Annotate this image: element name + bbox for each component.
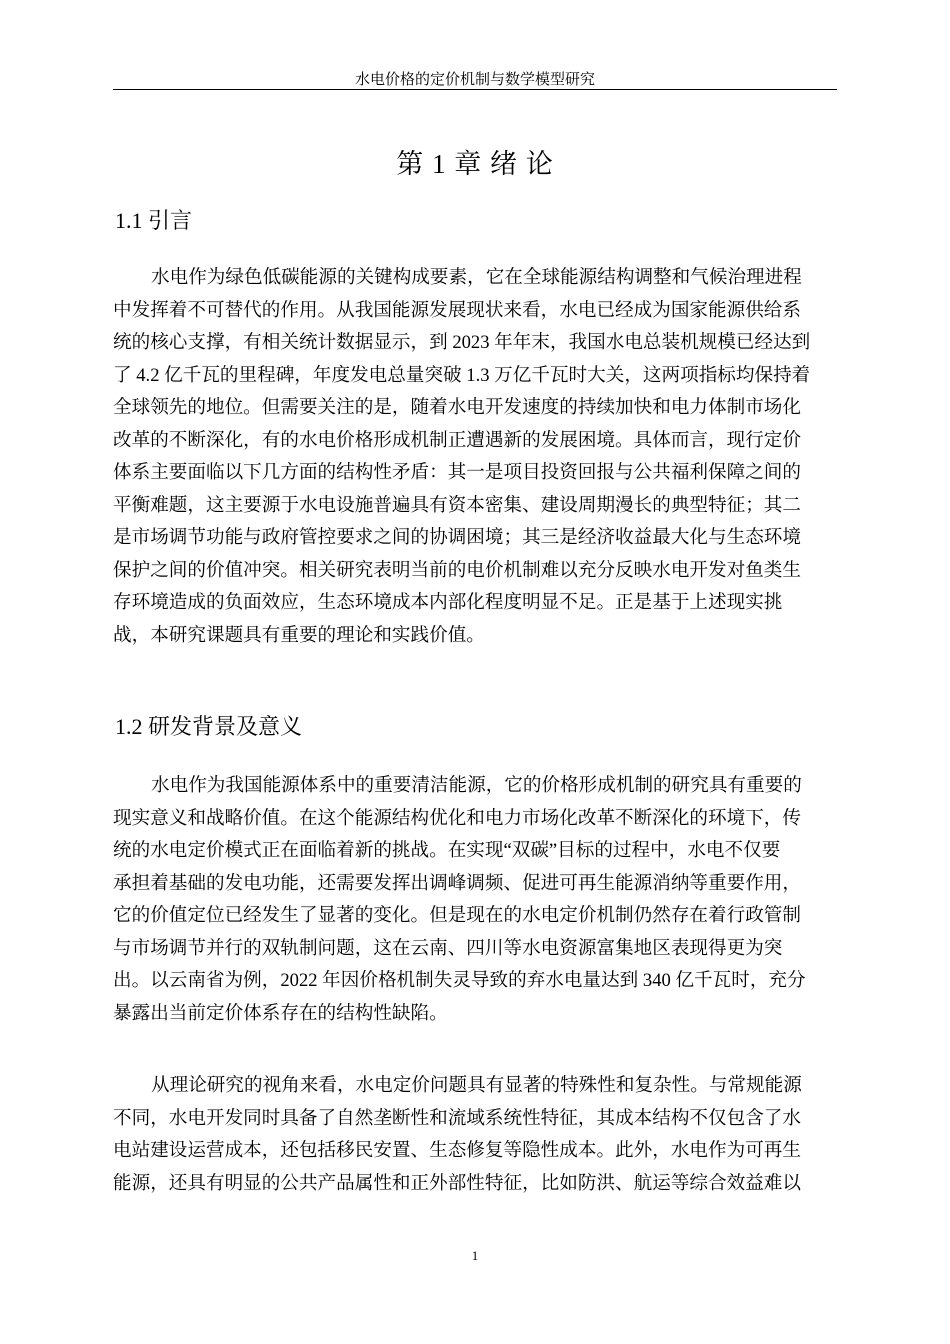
text-line: 战，本研究课题具有重要的理论和实践价值。 (113, 624, 485, 646)
text-line: 了 4.2 亿千瓦的里程碑，年度发电总量突破 1.3 万亿千瓦时大关，这两项指标均保持着 (113, 364, 811, 386)
paragraph (113, 770, 837, 1030)
text-line: 承担着基础的发电功能，还需要发挥出调峰调频、促进可再生能源消纳等重要作用， (113, 872, 801, 894)
text-line: 是市场调节功能与政府管控要求之间的协调困境；其三是经济收益最大化与生态环境 (113, 527, 801, 548)
text-line: 水电作为我国能源体系中的重要清洁能源，它的价格形成机制的研究具有重要的 (151, 775, 802, 796)
text-line: 现实意义和战略价值。在这个能源结构优化和电力市场化改革不断深化的环境下，传 (113, 807, 801, 829)
text-line: 能源，还具有明显的公共产品属性和正外部性特征，比如防洪、航运等综合效益难以 (113, 1172, 801, 1194)
text-line: 水电作为绿色低碳能源的关键构成要素，它在全球能源结构调整和气候治理进程 (151, 267, 802, 288)
text-line: 存环境造成的负面效应，生态环境成本内部化程度明显不足。正是基于上述现实挑 (113, 592, 783, 613)
text-line: 不同，水电开发同时具备了自然垄断性和流域系统性特征，其成本结构不仅包含了水 (113, 1107, 801, 1129)
running-header: 水电价格的定价机制与数学模型研究 (354, 72, 595, 88)
text-line: 它的价值定位已经发生了显著的变化。但是现在的水电定价机制仍然存在着行政管制 (113, 905, 801, 926)
chapter-title: 第 1 章 绪 论 (396, 149, 554, 179)
text-line: 中发挥着不可替代的作用。从我国能源发展现状来看，水电已经成为国家能源供给系 (113, 299, 801, 321)
text-line: 从理论研究的视角来看，水电定价问题具有显著的特殊性和复杂性。与常规能源 (151, 1075, 802, 1096)
text-line: 电站建设运营成本，还包括移民安置、生态修复等隐性成本。此外，水电作为可再生 (113, 1140, 801, 1161)
section-heading-1-1: 1.1 引言 (115, 208, 193, 233)
text-line: 出。以云南省为例，2022 年因价格机制失灵导致的弃水电量达到 340 亿千瓦时，充分 (113, 970, 806, 991)
text-line: 平衡难题，这主要源于水电设施普遍具有资本密集、建设周期漫长的典型特征；其二 (113, 494, 801, 516)
text-line: 统的水电定价模式正在面临着新的挑战。在实现“双碳”目标的过程中，水电不仅要 (113, 840, 781, 861)
paragraph (113, 1070, 837, 1200)
text-line: 统的核心支撑，有相关统计数据显示，到 2023 年年末，我国水电总装机规模已经达到 (113, 332, 811, 353)
text-line: 保护之间的价值冲突。相关研究表明当前的电价机制难以充分反映水电开发对鱼类生 (113, 559, 801, 581)
section-heading-1-2: 1.2 研发背景及意义 (115, 714, 303, 739)
text-line: 暴露出当前定价体系存在的结构性缺陷。 (113, 1002, 448, 1024)
header-divider (113, 89, 837, 90)
page-number: 1 (471, 1248, 479, 1263)
text-line: 全球领先的地位。但需要关注的是，随着水电开发速度的持续加快和电力体制市场化 (113, 397, 801, 418)
text-line: 与市场调节并行的双轨制问题，这在云南、四川等水电资源富集地区表现得更为突 (113, 937, 783, 959)
text-line: 体系主要面临以下几方面的结构性矛盾：其一是项目投资回报与公共福利保障之间的 (113, 462, 801, 483)
paragraph (113, 262, 837, 652)
text-line: 改革的不断深化，有的水电价格形成机制正遭遇新的发展困境。具体而言，现行定价 (113, 429, 801, 451)
